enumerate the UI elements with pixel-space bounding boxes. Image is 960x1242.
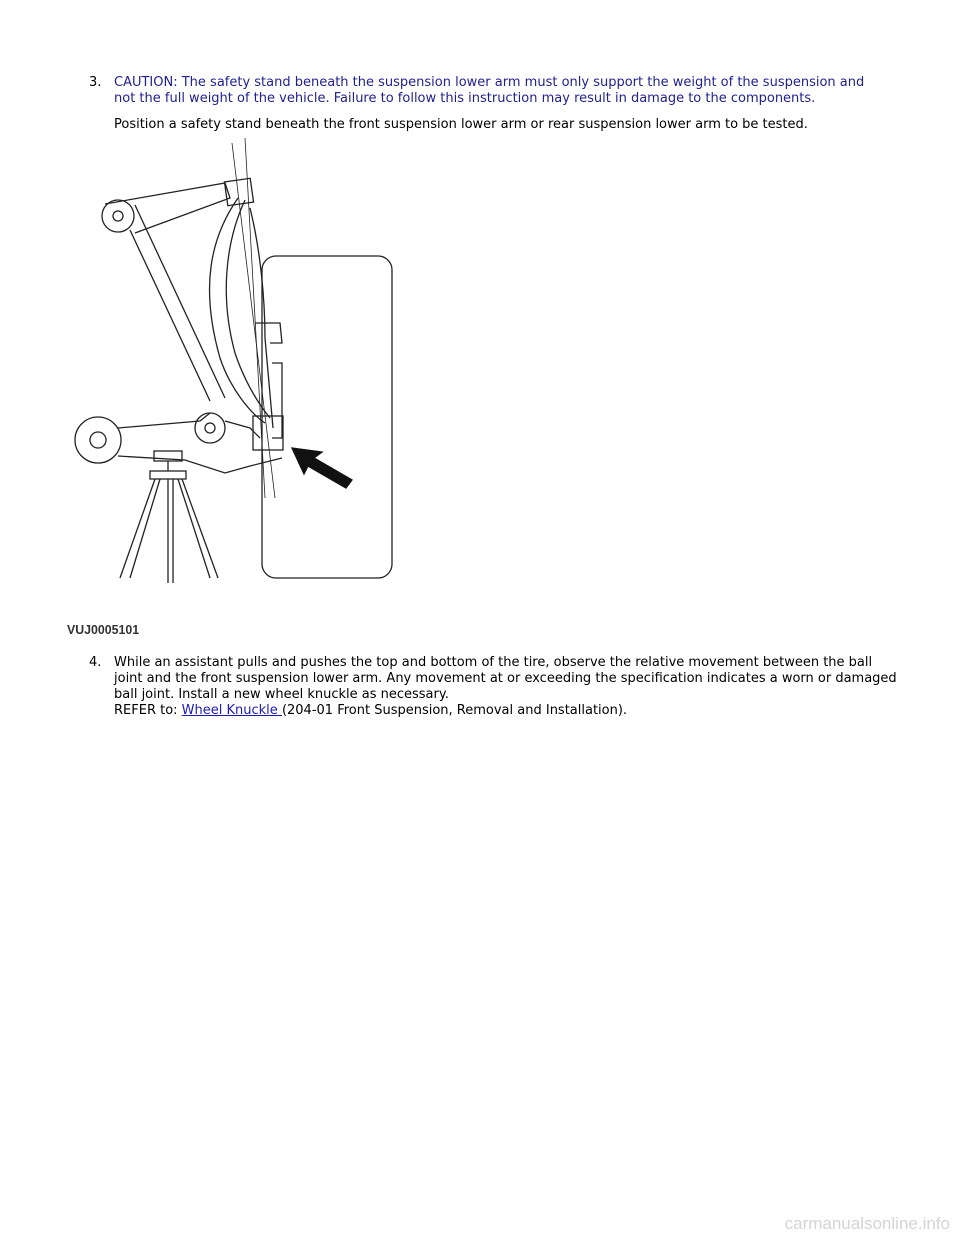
safety-stand — [120, 451, 218, 583]
refer-suffix: (204-01 Front Suspension, Removal and Installation). — [281, 703, 628, 718]
upper-arm — [102, 178, 254, 401]
step-4-line-2: joint and the front suspension lower arm. Any movement at or exceeding the specification indicates a worn or damaged — [114, 671, 897, 686]
step-4-line-1: While an assistant pulls and pushes the top and bottom of the tire, observe the relative movement between the ball — [114, 655, 873, 670]
wheel-knuckle — [210, 198, 283, 450]
refer-line — [114, 703, 897, 719]
step-body — [114, 655, 897, 719]
suspension-illustration — [60, 138, 405, 593]
step-4-line-3: ball joint. Install a new wheel knuckle as necessary. — [114, 687, 449, 702]
arrow-icon — [292, 448, 352, 488]
lower-arm — [75, 413, 282, 473]
figure-id-label: VUJ0005101 — [67, 622, 140, 637]
wheel-knuckle-link[interactable]: Wheel Knuckle — [181, 703, 282, 718]
instruction-text: Position a safety stand beneath the front suspension lower arm or rear suspension lower arm to be tested. — [114, 117, 808, 132]
step-number: 3. — [89, 75, 102, 90]
footer-watermark: carmanualsonline.info — [784, 1214, 950, 1233]
caution-line-1: CAUTION: The safety stand beneath the suspension lower arm must only support the weight of the suspension and — [114, 75, 865, 90]
step-body — [114, 75, 864, 133]
caution-line-2: not the full weight of the vehicle. Failure to follow this instruction may result in damage to the components. — [114, 91, 816, 106]
refer-prefix: REFER to: — [114, 703, 182, 718]
step-number: 4. — [89, 655, 102, 670]
